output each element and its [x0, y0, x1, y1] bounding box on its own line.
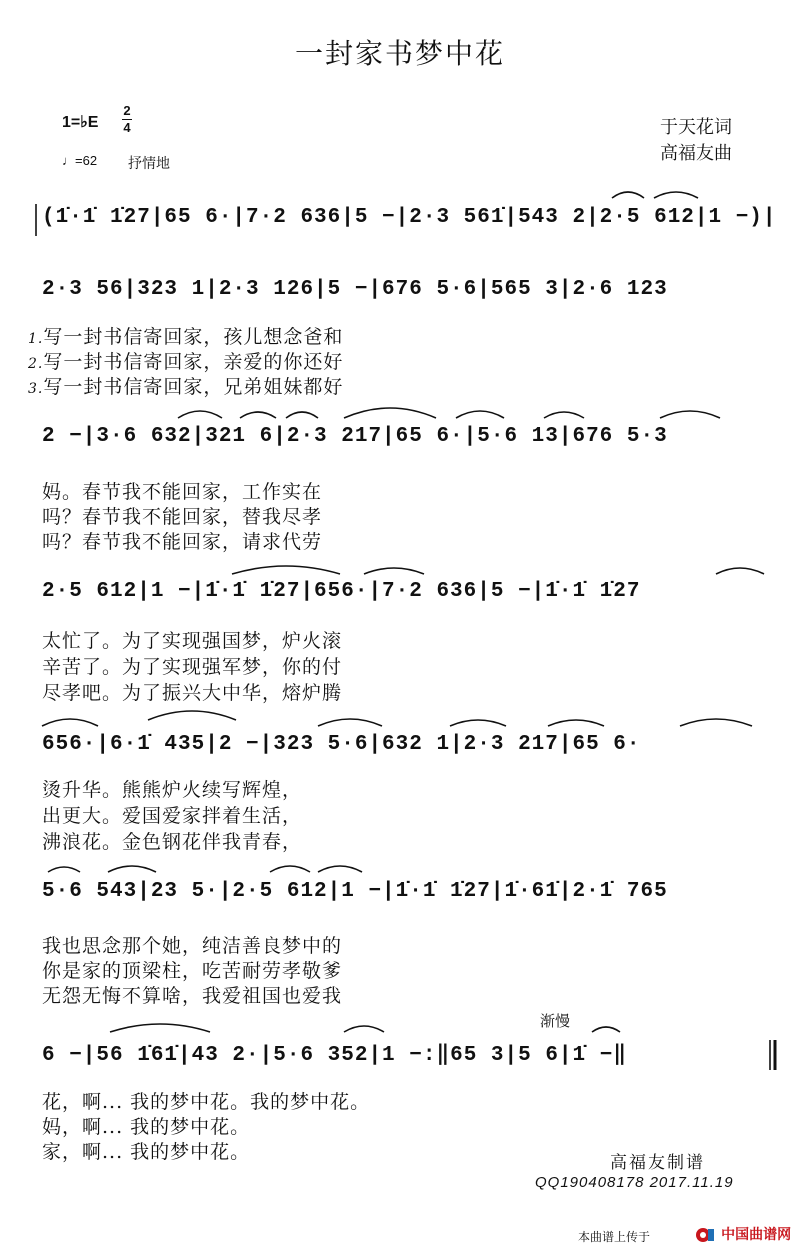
slur-4 [240, 412, 276, 418]
lyric-text: 写一封书信寄回家，孩儿想念爸和 [43, 326, 344, 348]
slur-5 [286, 412, 318, 418]
time-signature-top: 2 [123, 103, 131, 118]
verse-number: 1. [28, 331, 44, 347]
lyric-row4-verse2: 出更大。爱国爱家拌着生活， [42, 805, 303, 827]
slur-25 [592, 1027, 620, 1032]
lyric-row6-verse3: 家，啊... 我的梦中花。 [42, 1141, 251, 1163]
lyric-row4-verse3: 沸浪花。金色钢花伴我青春， [42, 831, 303, 853]
slur-24 [344, 1026, 384, 1032]
slur-20 [108, 866, 156, 872]
lyric-text: 写一封书信寄回家，亲爱的你还好 [43, 351, 344, 373]
slur-12 [716, 568, 764, 574]
slur-7 [456, 411, 504, 418]
site-logo-text: 中国曲谱网 [721, 1227, 792, 1243]
score-title: 一封家书梦中花 [294, 37, 505, 70]
composer-credit: 高福友曲 [660, 143, 732, 164]
slur-13 [42, 719, 98, 726]
slur-8 [544, 412, 584, 418]
expression-marking: 抒情地 [128, 156, 170, 172]
slur-10 [232, 566, 340, 574]
slur-19 [48, 867, 80, 872]
slur-3 [178, 411, 222, 418]
notation-system-6: 5·6 543|23 5·|2·5 612|1 −|1̇·1̇ 1̇27|1̇·61̇|2·1̇ 765 [42, 880, 668, 903]
notation-system-4: 2·5 612|1 −|1̇·1̇ 1̇27|656·|7·2 636|5 −|1̇·1̇ 1̇27 [42, 580, 641, 603]
slur-15 [318, 719, 382, 726]
slur-21 [270, 866, 310, 872]
footer-upload-text: 本曲谱上传于 [578, 1230, 651, 1244]
notation-system-1: (1̇·1̇ 1̇27|65 6·|7·2 636|5 −|2·3 561̇|543 2|2·5 612|1 −)| [42, 206, 777, 229]
lyric-row1-verse2 [28, 347, 343, 374]
slur-16 [450, 720, 506, 726]
slur-18 [680, 719, 752, 726]
slur-11 [364, 568, 424, 574]
slur-14 [148, 711, 236, 720]
lyric-row3-verse2: 辛苦了。为了实现强军梦，你的付 [42, 656, 343, 678]
key-signature: 1=♭E [62, 114, 99, 131]
notation-system-5: 656·|6·1̇ 435|2 −|323 5·6|632 1|2·3 217|65 6· [42, 733, 641, 756]
slur-1 [612, 192, 644, 198]
slur-22 [318, 866, 362, 872]
score-maker: 高福友制谱 [610, 1153, 705, 1173]
verse-number: 3. [28, 381, 44, 397]
time-signature [122, 104, 132, 135]
contact-and-date: QQ190408178 2017.11.19 [535, 1174, 734, 1191]
tempo-change-label: 渐慢 [540, 1012, 571, 1030]
lyricist-credit: 于天花词 [660, 117, 732, 138]
lyric-row2-verse2: 吗？春节我不能回家，替我尽孝 [42, 506, 323, 528]
time-signature-bottom: 4 [123, 120, 131, 135]
slur-6 [344, 408, 436, 418]
slur-17 [548, 720, 604, 726]
lyric-row2-verse3: 吗？春节我不能回家，请求代劳 [42, 531, 323, 553]
lyric-row5-verse1: 我也思念那个她，纯洁善良梦中的 [42, 935, 343, 957]
lyric-row4-verse1: 烫升华。熊熊炉火续写辉煌， [42, 779, 303, 801]
lyric-row5-verse3: 无怨无悔不算啥，我爱祖国也爱我 [42, 985, 343, 1007]
site-logo[interactable] [694, 1224, 794, 1244]
lyric-row6-verse2: 妈，啊... 我的梦中花。 [42, 1116, 251, 1138]
notation-system-2: 2·3 56|323 1|2·3 126|5 −|676 5·6|565 3|2·6 123 [42, 278, 668, 301]
slur-9 [660, 411, 720, 418]
site-logo-icon [694, 1226, 716, 1244]
lyric-row1-verse3 [28, 372, 343, 399]
tempo-marking: ♩=62 [62, 153, 98, 168]
notation-system-7: 6 −|56 1̇61̇|43 2·|5·6 352|1 −:‖65 3|5 6|1̇ −‖ [42, 1044, 627, 1067]
lyric-text: 写一封书信寄回家，兄弟姐妹都好 [43, 376, 344, 398]
lyric-row6-verse1: 花，啊... 我的梦中花。我的梦中花。 [42, 1091, 371, 1113]
lyric-row3-verse3: 尽孝吧。为了振兴大中华，熔炉腾 [42, 682, 343, 704]
lyric-row3-verse1: 太忙了。为了实现强国梦，炉火滚 [42, 630, 343, 652]
notation-system-3: 2 −|3·6 632|321 6|2·3 217|65 6·|5·6 13|676 5·3 [42, 425, 668, 448]
slur-23 [110, 1024, 210, 1032]
lyric-row5-verse2: 你是家的顶梁柱，吃苦耐劳孝敬爹 [42, 960, 343, 982]
lyric-row2-verse1: 妈。春节我不能回家，工作实在 [42, 481, 323, 503]
slur-2 [654, 192, 698, 198]
lyric-row1-verse1 [28, 322, 343, 349]
verse-number: 2. [28, 356, 44, 372]
